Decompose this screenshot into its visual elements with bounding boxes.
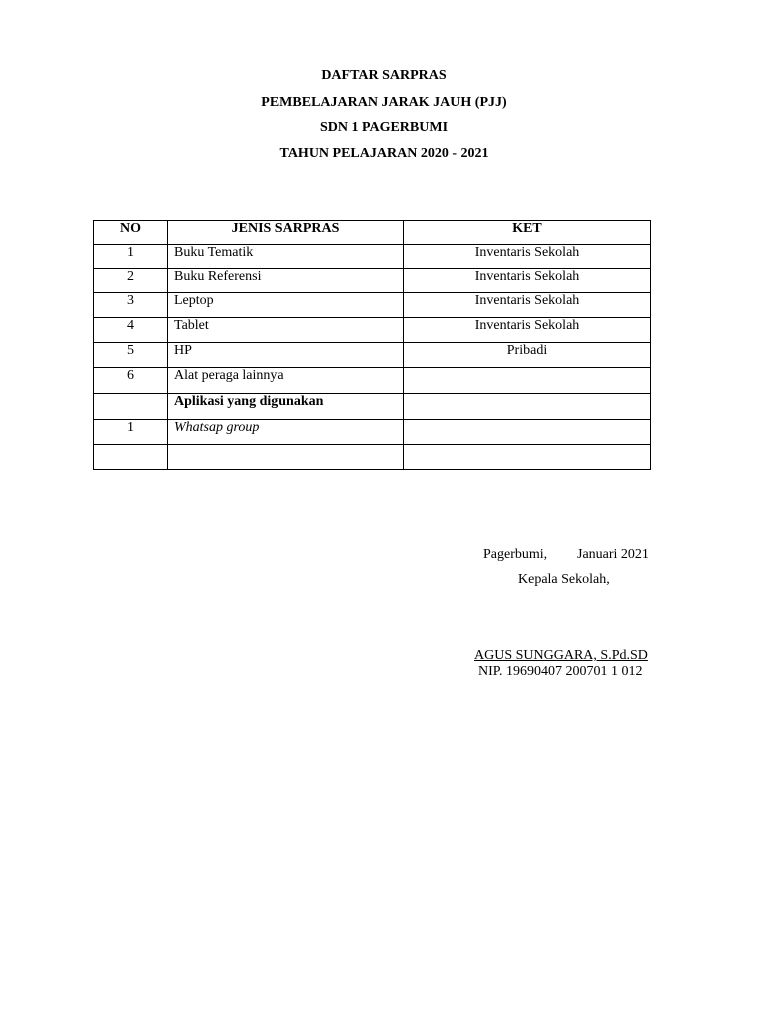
signature-place: Pagerbumi, (483, 547, 548, 562)
signatory-nip: NIP. 19690407 200701 1 012 (478, 664, 643, 679)
cell-ket (404, 445, 651, 470)
cell-jenis: Tablet (168, 318, 404, 343)
cell-jenis: Buku Tematik (168, 245, 404, 269)
cell-jenis (168, 445, 404, 470)
table-header-row (94, 221, 651, 245)
header-no: NO (94, 221, 168, 245)
cell-no: 4 (94, 318, 168, 343)
cell-ket: Inventaris Sekolah (404, 245, 651, 269)
cell-jenis: Whatsap group (168, 420, 404, 445)
cell-jenis: Leptop (168, 293, 404, 318)
table-row (94, 318, 651, 343)
school-name: SDN 1 PAGERBUMI (319, 120, 449, 135)
cell-no: 2 (94, 269, 168, 293)
cell-ket: Pribadi (404, 343, 651, 368)
cell-no: 1 (94, 420, 168, 445)
cell-ket: Inventaris Sekolah (404, 318, 651, 343)
cell-no: 3 (94, 293, 168, 318)
table-row-empty (94, 445, 651, 470)
signature-date: Januari 2021 (577, 547, 649, 562)
sarpras-table (93, 220, 651, 470)
table-row (94, 293, 651, 318)
cell-jenis: HP (168, 343, 404, 368)
academic-year: TAHUN PELAJARAN 2020 - 2021 (279, 146, 489, 161)
table-row (94, 343, 651, 368)
table-row (94, 420, 651, 445)
header-ket: KET (404, 221, 651, 245)
table-row (94, 269, 651, 293)
cell-jenis: Alat peraga lainnya (168, 368, 404, 394)
table-row (94, 368, 651, 394)
cell-ket: Inventaris Sekolah (404, 293, 651, 318)
cell-jenis: Buku Referensi (168, 269, 404, 293)
doc-title: DAFTAR SARPRAS (321, 68, 447, 83)
cell-no: 6 (94, 368, 168, 394)
signature-role: Kepala Sekolah, (518, 572, 610, 587)
cell-ket (404, 420, 651, 445)
table-section-row (94, 394, 651, 420)
doc-subtitle: PEMBELAJARAN JARAK JAUH (PJJ) (261, 95, 507, 110)
cell-ket (404, 368, 651, 394)
cell-no: 1 (94, 245, 168, 269)
cell-ket (404, 394, 651, 420)
cell-ket: Inventaris Sekolah (404, 269, 651, 293)
table-row (94, 245, 651, 269)
header-jenis: JENIS SARPRAS (168, 221, 404, 245)
section-label: Aplikasi yang digunakan (168, 394, 404, 420)
cell-no (94, 394, 168, 420)
cell-no (94, 445, 168, 470)
signatory-name: AGUS SUNGGARA, S.Pd.SD (474, 648, 648, 663)
cell-no: 5 (94, 343, 168, 368)
